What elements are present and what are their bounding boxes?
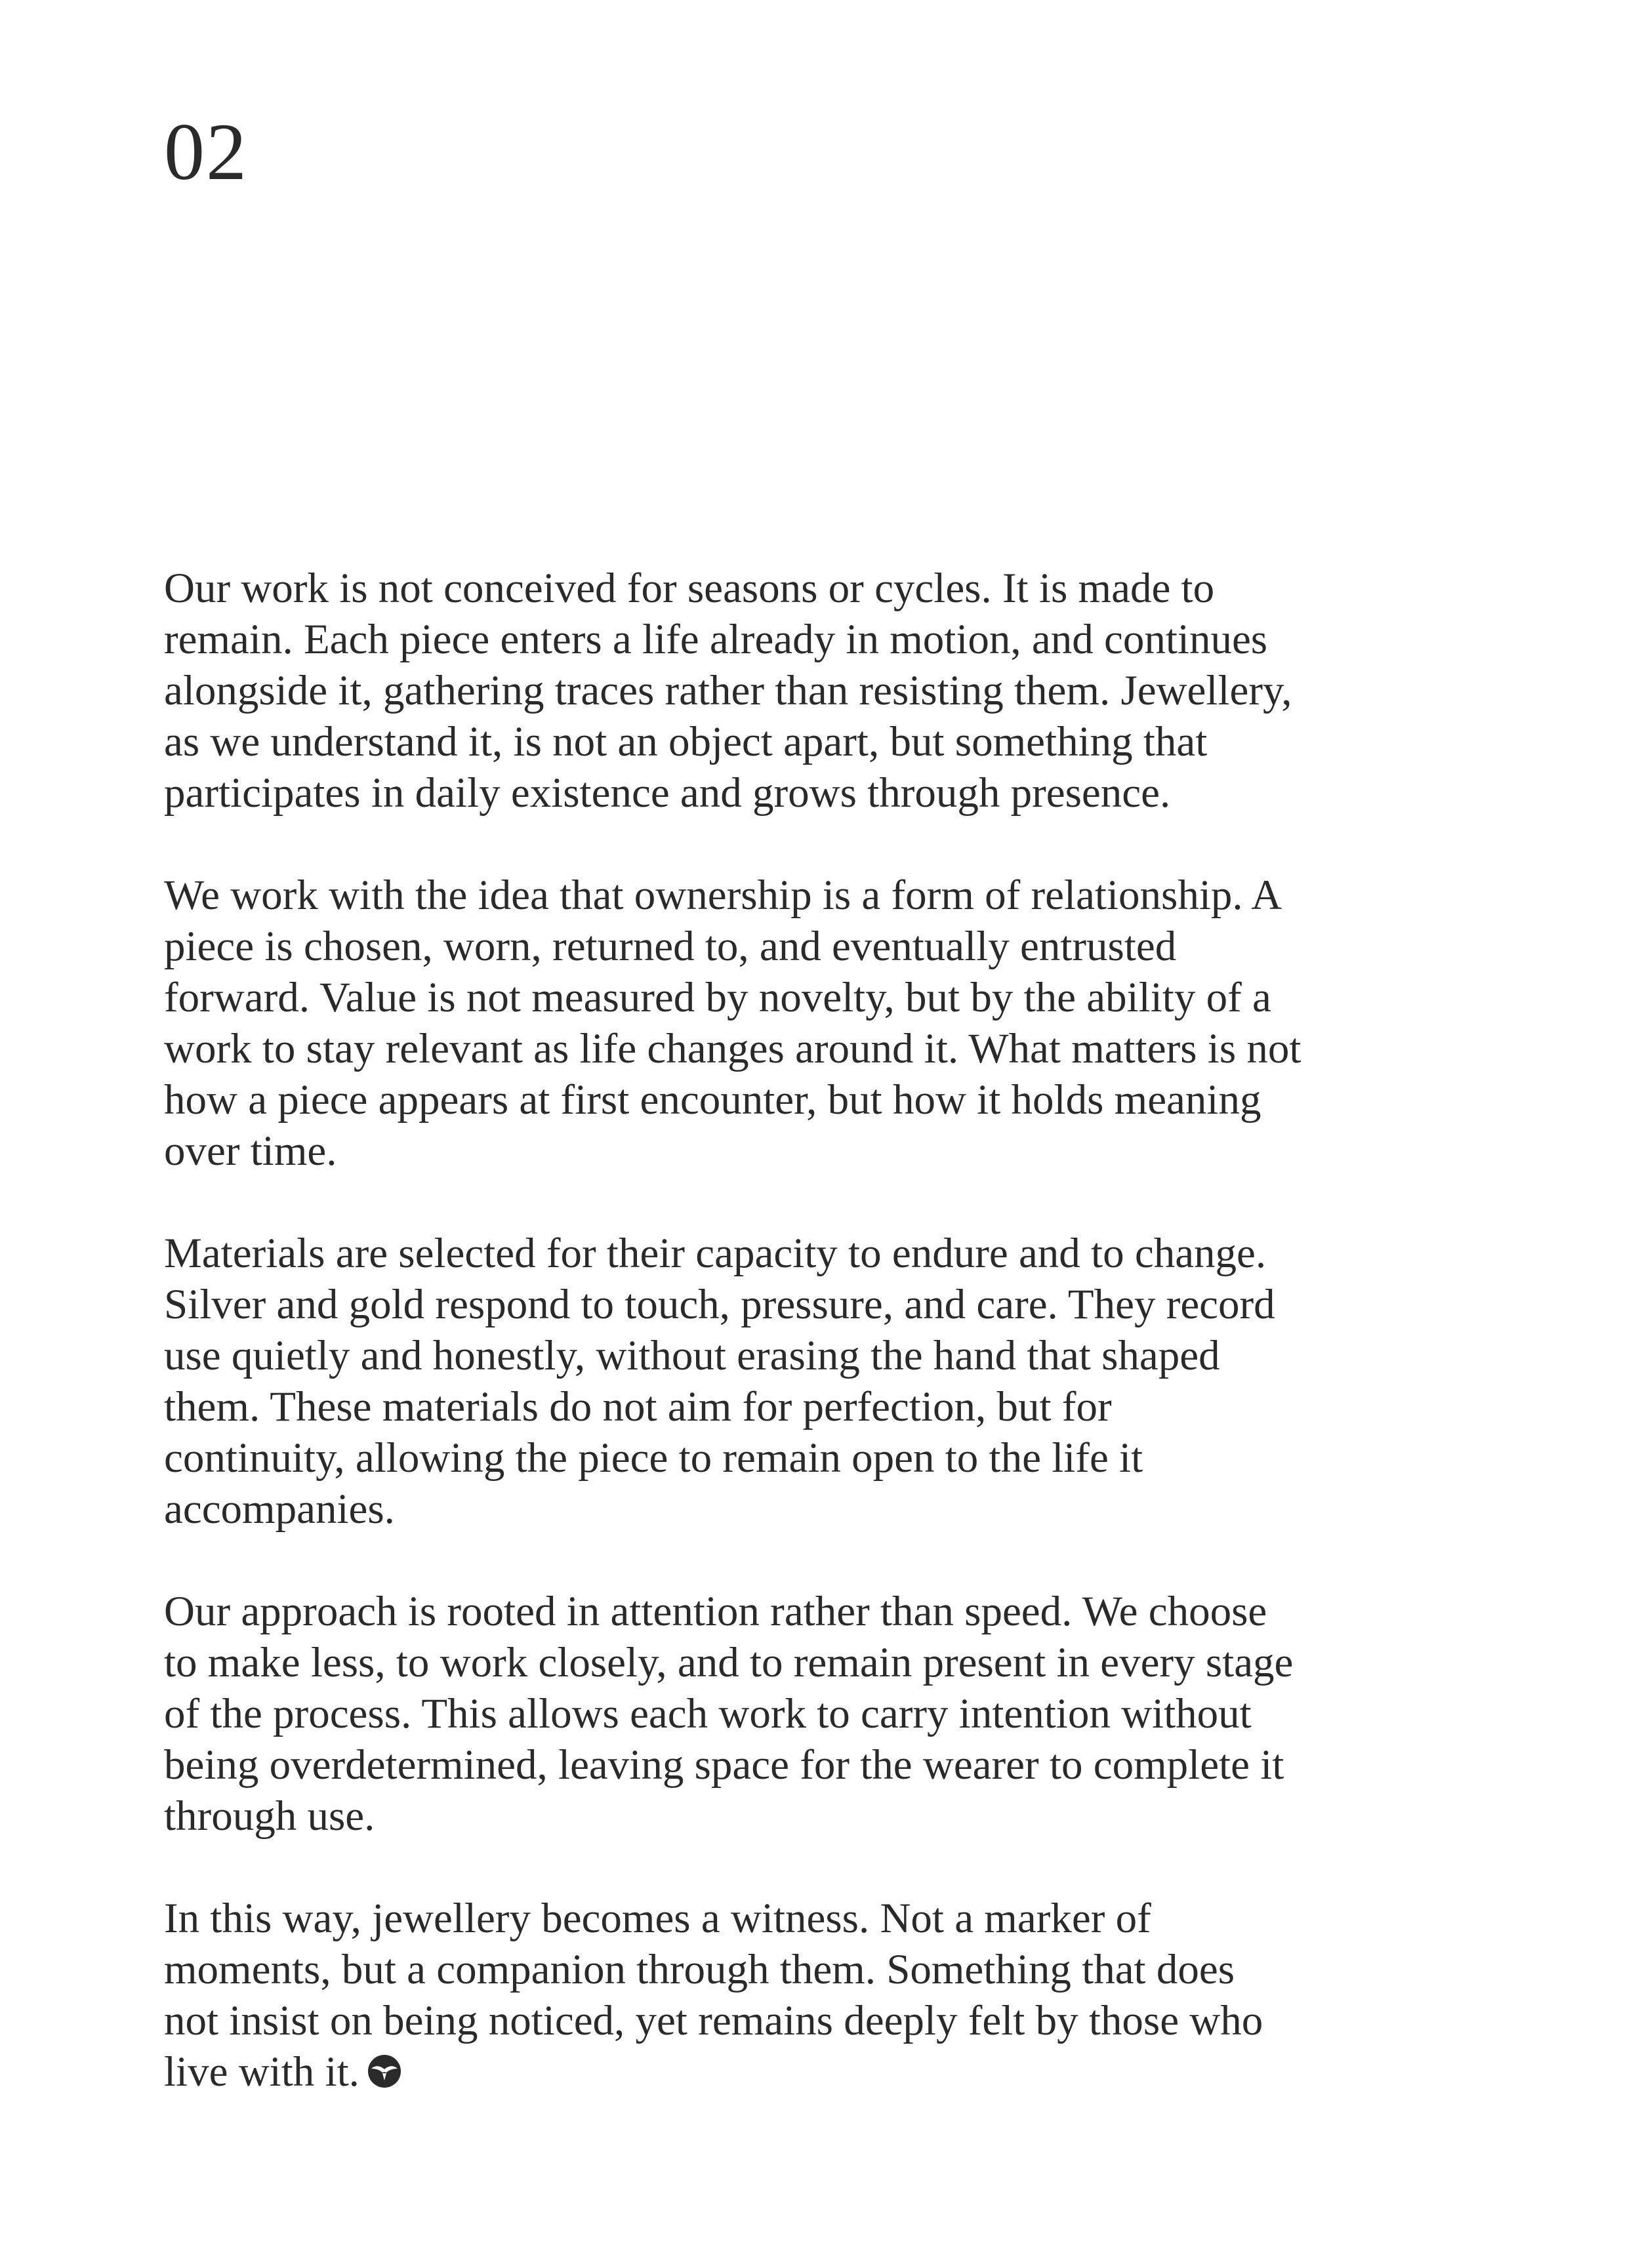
text-line: accompanies. <box>164 1486 395 1533</box>
text-line: Our work is not conceived for seasons or cycles. It is made to <box>164 565 1215 612</box>
body-text <box>164 563 1489 2100</box>
paragraph-1 <box>164 563 1489 819</box>
paragraph-5 <box>164 1893 1489 2100</box>
text-line: use quietly and honestly, without erasing the hand that shaped <box>164 1332 1220 1379</box>
text-line: remain. Each piece enters a life already in motion, and continues <box>164 616 1268 663</box>
text-line: participates in daily existence and grows through presence. <box>164 769 1171 817</box>
text-line: forward. Value is not measured by novelty, but by the ability of a <box>164 974 1271 1021</box>
text-line: work to stay relevant as life changes around it. What matters is not <box>164 1025 1302 1072</box>
paragraph-3 <box>164 1228 1489 1535</box>
text-line: Our approach is rooted in attention rather than speed. We choose <box>164 1588 1267 1635</box>
text-line: Silver and gold respond to touch, pressure, and care. They record <box>164 1281 1275 1328</box>
text-line: to make less, to work closely, and to remain present in every stage <box>164 1639 1294 1686</box>
text-line: Materials are selected for their capacity to endure and to change. <box>164 1230 1267 1277</box>
text-line: piece is chosen, worn, returned to, and eventually entrusted <box>164 923 1177 970</box>
text-line: alongside it, gathering traces rather than resisting them. Jewellery, <box>164 667 1292 714</box>
text-line: In this way, jewellery becomes a witness. Not a marker of <box>164 1895 1151 1942</box>
text-line: not insist on being noticed, yet remains deeply felt by those who <box>164 1997 1263 2044</box>
page-number: 02 <box>164 107 248 197</box>
text-line: of the process. This allows each work to carry intention without <box>164 1690 1252 1737</box>
text-line: how a piece appears at first encounter, but how it holds meaning <box>164 1076 1261 1124</box>
text-line: over time. <box>164 1127 337 1175</box>
paragraph-2 <box>164 870 1489 1177</box>
text-line: We work with the idea that ownership is a form of relationship. A <box>164 872 1282 919</box>
paragraph-4 <box>164 1586 1489 1842</box>
text-line: being overdetermined, leaving space for the wearer to complete it <box>164 1741 1284 1789</box>
text-line: as we understand it, is not an object apart, but something that <box>164 718 1208 765</box>
bird-emblem-icon <box>367 2049 401 2100</box>
text-line: them. These materials do not aim for perfection, but for <box>164 1383 1112 1430</box>
text-line-content: live with it. <box>164 2048 359 2096</box>
text-line: through use. <box>164 1792 375 1840</box>
text-line-last <box>164 2046 1489 2100</box>
text-line: moments, but a companion through them. Something that does <box>164 1946 1235 1993</box>
text-line: continuity, allowing the piece to remain open to the life it <box>164 1434 1143 1482</box>
